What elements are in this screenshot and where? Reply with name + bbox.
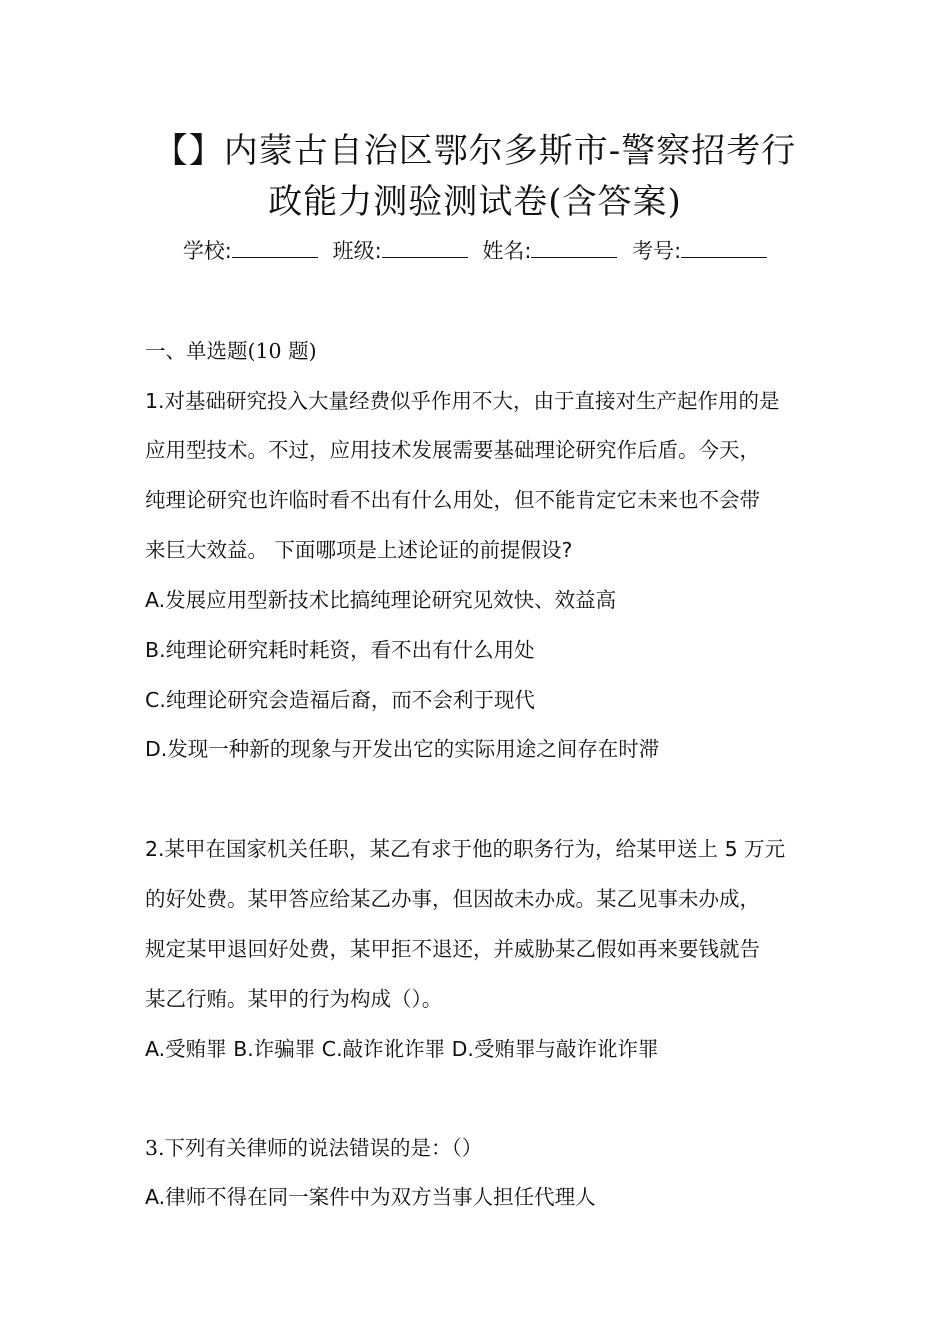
question-1-text-line-1: 1.对基础研究投入大量经费似乎作用不大，由于直接对生产起作用的是 [145, 389, 780, 413]
document-title-line-2: 政能力测验测试卷(含答案) [268, 182, 682, 222]
exam-number-label: 考号: [632, 239, 682, 263]
question-1-text-line-2: 应用型技术。不过，应用技术发展需要基础理论研究作后盾。今天， [145, 438, 760, 462]
question-1-text-line-4: 来巨大效益。 下面哪项是上述论证的前提假设? [145, 538, 573, 562]
question-2-text-line-1: 2.某甲在国家机关任职，某乙有求于他的职务行为，给某甲送上 5 万元 [145, 837, 786, 861]
student-info-row [0, 236, 950, 266]
school-blank [232, 237, 318, 258]
name-blank [531, 237, 617, 258]
question-2-text-line-4: 某乙行贿。某甲的行为构成（）。 [145, 987, 443, 1011]
name-label: 姓名: [482, 239, 532, 263]
class-field [333, 239, 468, 263]
question-3-text-line-1: 3.下列有关律师的说法错误的是：（） [145, 1136, 483, 1160]
section-heading: 一、单选题(10 题) [145, 339, 317, 363]
document-title-line-1: 【】内蒙古自治区鄂尔多斯市-警察招考行 [153, 131, 797, 171]
exam-number-field [632, 239, 767, 263]
question-1-option-c: C.纯理论研究会造福后裔，而不会利于现代 [145, 688, 535, 712]
exam-number-blank [681, 237, 767, 258]
school-label: 学校: [182, 239, 232, 263]
question-1-option-b: B.纯理论研究耗时耗资，看不出有什么用处 [145, 638, 535, 662]
question-2-options: A.受贿罪 B.诈骗罪 C.敲诈讹诈罪 D.受贿罪与敲诈讹诈罪 [145, 1037, 659, 1061]
question-1-text-line-3: 纯理论研究也许临时看不出有什么用处，但不能肯定它未来也不会带 [145, 488, 760, 512]
school-field [183, 239, 318, 263]
question-3-option-a: A.律师不得在同一案件中为双方当事人担任代理人 [145, 1185, 596, 1209]
question-1-option-a: A.发展应用型新技术比搞纯理论研究见效快、效益高 [145, 588, 617, 612]
question-2-text-line-2: 的好处费。某甲答应给某乙办事，但因故未办成。某乙见事未办成， [145, 887, 760, 911]
class-label: 班级: [332, 239, 382, 263]
name-field [482, 239, 617, 263]
question-1-option-d: D.发现一种新的现象与开发出它的实际用途之间存在时滞 [145, 737, 660, 761]
class-blank [382, 237, 468, 258]
question-2-text-line-3: 规定某甲退回好处费，某甲拒不退还，并威胁某乙假如再来要钱就告 [145, 937, 760, 961]
